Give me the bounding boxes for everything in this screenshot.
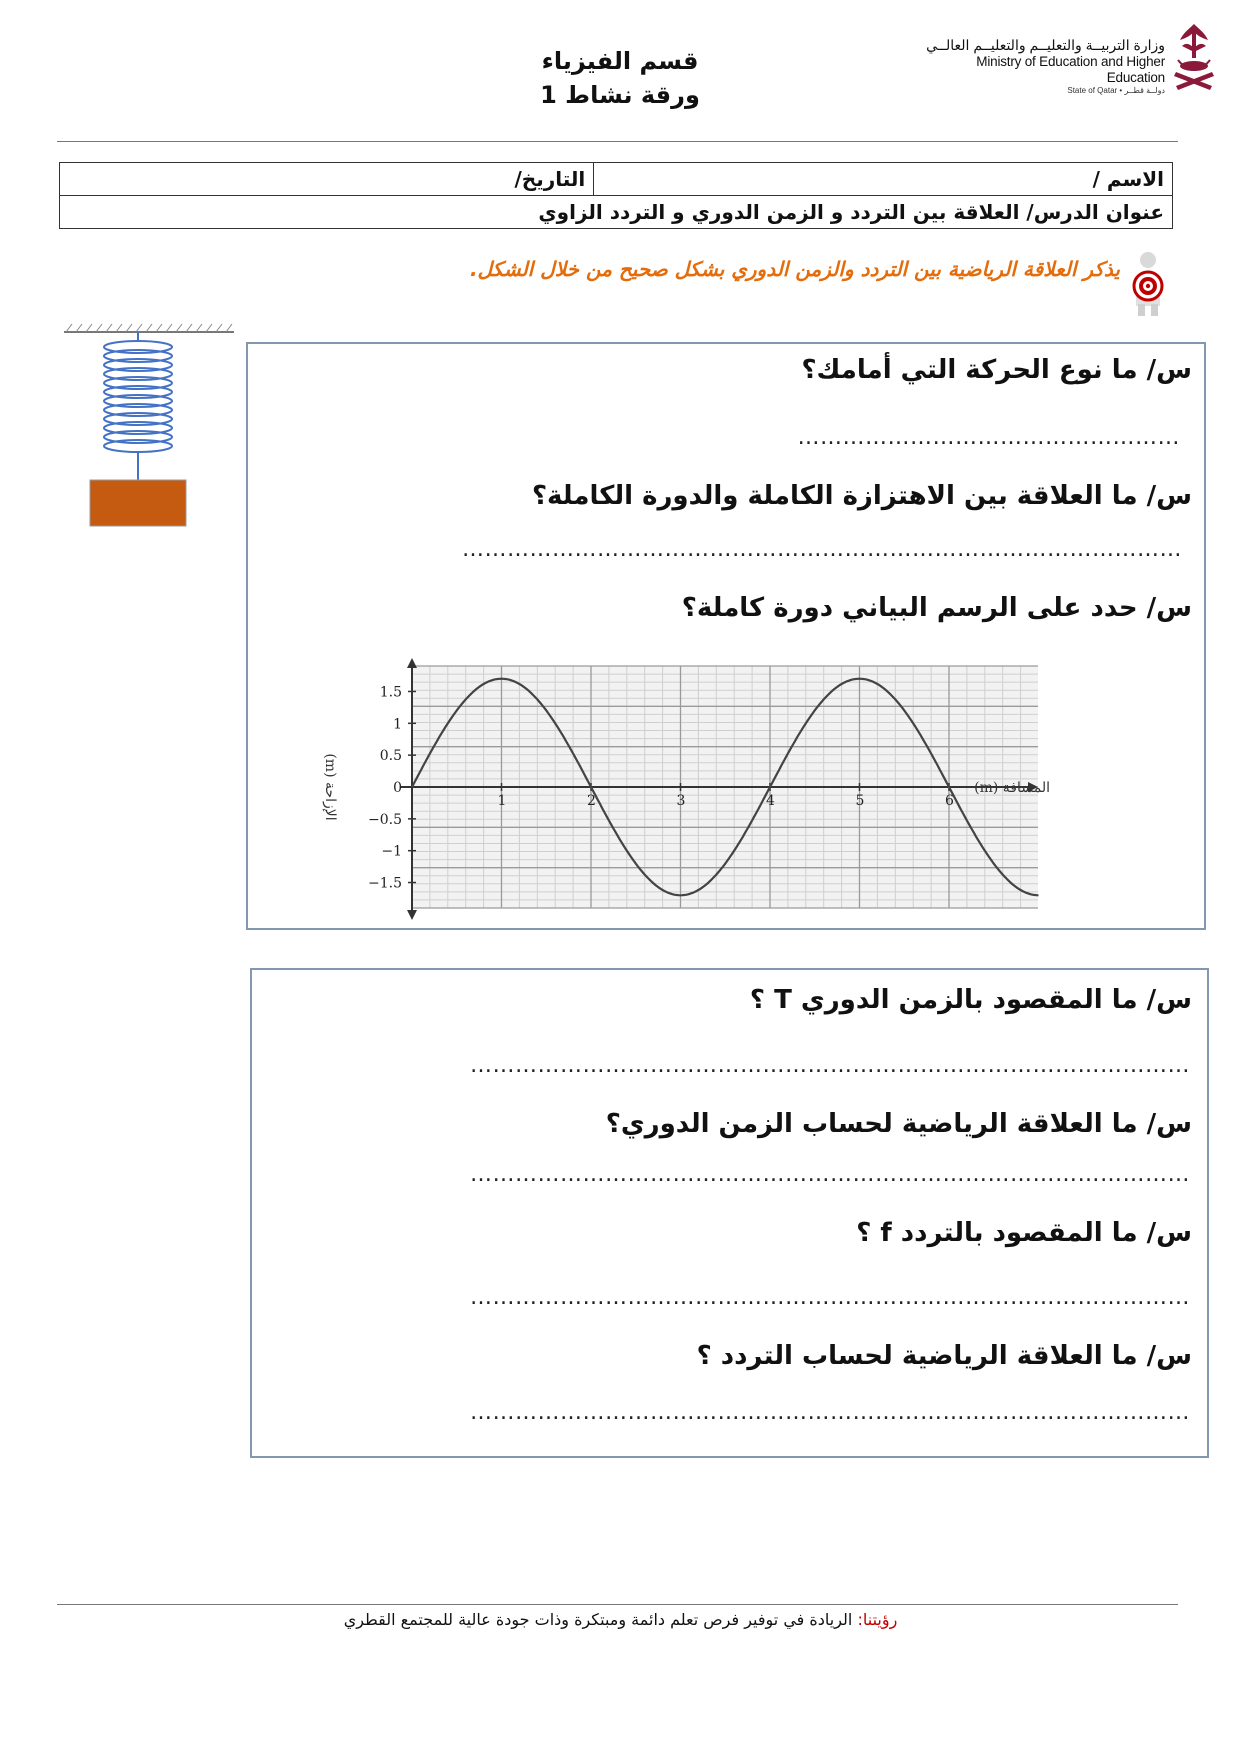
chart-y-axis-arrow-top (407, 658, 417, 668)
sheet-title: ورقة نشاط 1 (540, 81, 700, 109)
lesson-objective: يذكر العلاقة الرياضية بين التردد والزمن الدوري بشكل صحيح من خلال الشكل. (469, 257, 1120, 281)
wave-chart[interactable] (300, 658, 1160, 920)
chart-y-axis-arrow-bottom (407, 910, 417, 920)
answer-line-1[interactable]: …………………………………………… (797, 425, 1180, 450)
question-frequency-formula: س/ ما العلاقة الرياضية لحساب التردد ؟ (696, 1341, 1192, 1371)
answer-line-2[interactable]: …………………………………………………………………………………… (462, 537, 1182, 562)
chart-y-axis-label: الإزاحة (m) (322, 753, 338, 821)
answer-line-3[interactable]: …………………………………………………………………………………… (470, 1053, 1190, 1078)
lesson-cell (60, 196, 1173, 229)
ministry-name-en: Ministry of Education and Higher Education (976, 54, 1165, 85)
answer-line-6[interactable]: …………………………………………………………………………………… (470, 1400, 1190, 1425)
date-cell[interactable] (60, 163, 594, 196)
date-label: التاريخ/ (514, 167, 586, 191)
lesson-title: العلاقة بين التردد و الزمن الدوري و التردد الزاوي (538, 200, 1020, 224)
footer-divider (57, 1604, 1178, 1605)
lesson-label: عنوان الدرس/ (1026, 200, 1164, 224)
vision-label: رؤيتنا: (857, 1610, 898, 1629)
header-divider (57, 141, 1178, 142)
chart-y-tick-label: −0.5 (368, 811, 402, 828)
vision-statement (0, 1610, 1241, 1629)
chart-y-tick-label: −1.5 (368, 875, 402, 892)
chart-x-tick-label: 5 (855, 793, 865, 809)
state-name: State of Qatar • دولــة قطــر (1067, 86, 1165, 95)
chart-y-tick-label: 1 (393, 716, 402, 733)
question-oscillation-cycle: س/ ما العلاقة بين الاهتزازة الكاملة والدورة الكاملة؟ (531, 481, 1192, 511)
target-icon (1122, 246, 1174, 318)
department-name: قسم الفيزياء (541, 47, 699, 75)
qatar-emblem-icon (1168, 20, 1220, 92)
question-mark-cycle: س/ حدد على الرسم البياني دورة كاملة؟ (681, 593, 1192, 623)
chart-x-tick-label: 2 (587, 793, 596, 809)
name-label: الاسم / (1092, 167, 1164, 191)
answer-line-4[interactable]: …………………………………………………………………………………… (470, 1162, 1190, 1187)
chart-y-tick-label: 1.5 (379, 684, 402, 701)
chart-y-tick-label: 0.5 (379, 748, 402, 765)
chart-y-tick-label: 0 (393, 780, 402, 796)
chart-y-tick-label: −1 (381, 843, 402, 860)
question-frequency-definition: س/ ما المقصود بالتردد f ؟ (856, 1218, 1192, 1248)
vision-text: الريادة في توفير فرص تعلم دائمة ومبتكرة وذات جودة عالية للمجتمع القطري (343, 1610, 853, 1629)
student-info-table (59, 162, 1173, 229)
chart-x-tick-label: 1 (497, 793, 507, 809)
question-period-definition: س/ ما المقصود بالزمن الدوري T ؟ (749, 985, 1192, 1015)
chart-x-tick-label: 3 (676, 793, 686, 809)
question-motion-type: س/ ما نوع الحركة التي أمامك؟ (801, 355, 1192, 385)
answer-line-5[interactable]: …………………………………………………………………………………… (470, 1285, 1190, 1310)
spring-mass-icon (62, 322, 238, 528)
question-period-formula: س/ ما العلاقة الرياضية لحساب الزمن الدوري؟ (605, 1109, 1192, 1139)
name-cell[interactable] (594, 163, 1173, 196)
questions-box-2 (250, 968, 1209, 1458)
ministry-block (915, 36, 1165, 96)
chart-x-tick-label: 4 (766, 793, 775, 809)
department-title (470, 44, 770, 112)
ministry-name-ar: وزارة التربيــة والتعليــم والتعليــم العالــي (926, 37, 1165, 53)
chart-x-tick-label: 6 (945, 793, 954, 809)
chart-x-axis-label: المسافة (m) (974, 780, 1050, 796)
